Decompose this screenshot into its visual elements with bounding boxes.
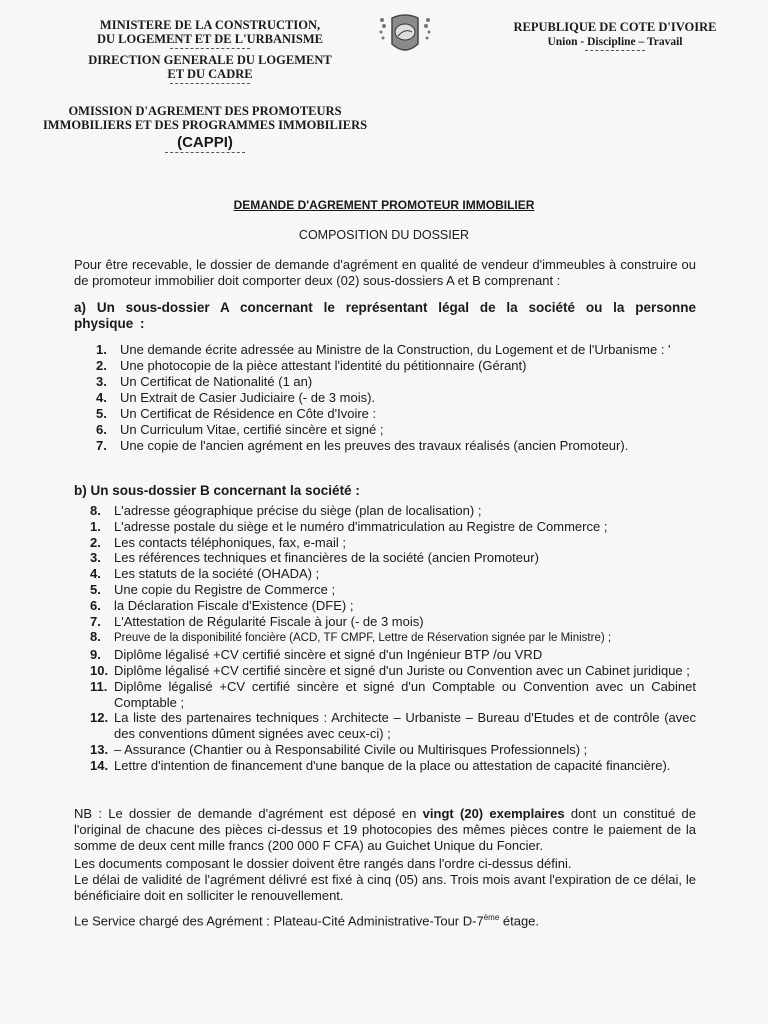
republic-header <box>470 20 760 55</box>
item-number: 5. <box>96 406 107 421</box>
ministry-line-1: MINISTERE DE LA CONSTRUCTION, <box>99 18 321 32</box>
section-b-heading: b) Un sous-dossier B concernant la société : <box>74 483 360 498</box>
item-text: – Assurance (Chantier ou à Responsabilité Civile ou Multirisques Professionnels) ; <box>114 741 588 757</box>
item-text: Diplôme légalisé +CV certifié sincère et signé d'un Juriste ou Convention avec un Cabinet juridique ; <box>114 662 690 678</box>
list-item <box>90 629 696 647</box>
item-number: 6. <box>90 597 101 613</box>
direction-line-2: ET DU CADRE <box>167 67 253 81</box>
country-name: REPUBLIQUE DE COTE D'IVOIRE <box>513 20 717 34</box>
coat-of-arms-icon <box>374 10 436 62</box>
item-number: 1. <box>90 518 101 534</box>
divider <box>585 50 645 51</box>
list-item <box>90 647 696 663</box>
item-text: Lettre d'intention de financement d'une banque de la place ou attestation de capacité financière). <box>114 757 671 773</box>
item-number: 6. <box>96 422 107 437</box>
item-number: 13. <box>90 741 109 757</box>
direction-line-1: DIRECTION GENERALE DU LOGEMENT <box>88 53 332 67</box>
service-location <box>74 910 696 929</box>
item-text: L'Attestation de Régularité Fiscale à jour (- de 3 mois) <box>114 613 424 629</box>
item-text: Une demande écrite adressée au Ministre de la Construction, du Logement et de l'Urbanisme : ' <box>120 342 671 357</box>
nb-paragraph <box>74 806 696 854</box>
commission-line-1: OMISSION D'AGREMENT DES PROMOTEURS <box>68 104 342 118</box>
item-number: 4. <box>90 566 101 582</box>
item-text: Diplôme légalisé +CV certifié sincère et signé d'un Ingénieur BTP /ou VRD <box>114 647 543 663</box>
validity-note: Le délai de validité de l'agrément délivré est fixé à cinq (05) ans. Trois mois avant l'expiration de ce délai, le bénéficiaire doit en solliciter le renouvellement. <box>74 872 696 903</box>
item-number: 5. <box>90 581 101 597</box>
section-a-list <box>96 342 694 454</box>
item-text: La liste des partenaires techniques : Architecte – Urbaniste – Bureau d'Etudes et de contrôle (avec des conventions dûment signées avec ceux-ci) ; <box>114 710 696 742</box>
item-number: 3. <box>96 374 107 389</box>
ministry-line-2: DU LOGEMENT ET DE L'URBANISME <box>97 32 323 46</box>
item-number: 4. <box>96 390 107 405</box>
list-item <box>96 390 694 406</box>
item-text: Un Curriculum Vitae, certifié sincère et signé ; <box>120 422 384 437</box>
cappi-acronym: (CAPPI) <box>177 134 233 151</box>
list-item <box>90 503 696 519</box>
item-text: Une copie de l'ancien agrément en les preuves des travaux réalisés (ancien Promoteur). <box>120 438 629 453</box>
list-item <box>90 550 696 566</box>
item-text: Un Certificat de Nationalité (1 an) <box>120 374 313 389</box>
item-text: Les statuts de la société (OHADA) ; <box>114 566 320 582</box>
list-item <box>90 742 696 758</box>
list-item <box>96 406 694 422</box>
list-item <box>90 614 696 630</box>
item-number: 9. <box>90 647 101 663</box>
list-item <box>96 438 694 454</box>
item-number: 3. <box>90 550 101 566</box>
list-item <box>90 758 696 774</box>
section-a-heading: a) Un sous-dossier A concernant le représentant légal de la société ou la personne physique : <box>74 300 696 331</box>
list-item <box>96 374 694 390</box>
list-item <box>96 342 694 358</box>
divider <box>170 48 250 49</box>
service-sup: ème <box>483 913 500 922</box>
item-number: 12. <box>90 710 109 726</box>
item-text: Une copie du Registre de Commerce ; <box>114 581 336 597</box>
item-number: 7. <box>90 613 101 629</box>
item-text: Un Certificat de Résidence en Côte d'Ivoire : <box>120 406 377 421</box>
service-text: Le Service chargé des Agrément : Plateau-Cité Administrative-Tour D-7 <box>74 913 484 929</box>
item-text: la Déclaration Fiscale d'Existence (DFE) ; <box>114 597 354 613</box>
item-number: 7. <box>96 438 107 453</box>
service-suffix: étage. <box>499 913 540 929</box>
item-number: 14. <box>90 757 109 773</box>
list-item <box>90 582 696 598</box>
item-number: 8. <box>90 503 101 518</box>
item-text: Diplôme légalisé +CV certifié sincère et signé d'un Comptable ou Convention avec un Cabinet Comptable ; <box>114 678 696 710</box>
item-number: 2. <box>90 534 101 550</box>
item-text: Une photocopie de la pièce attestant l'identité du pétitionnaire (Gérant) <box>120 358 527 373</box>
item-number: 10. <box>90 662 109 678</box>
list-item <box>90 598 696 614</box>
list-item <box>90 535 696 551</box>
list-item <box>90 679 696 711</box>
item-text: Preuve de la disponibilité foncière (ACD, TF CMPF, Lettre de Réservation signée par le Ministre) ; <box>114 632 612 645</box>
intro-paragraph: Pour être recevable, le dossier de demande d'agrément en qualité de vendeur d'immeubles à construire ou de promoteur immobilier doit comporter deux (02) sous-dossiers A et B comprenant : <box>74 257 696 288</box>
nb-copies: vingt (20) exemplaires <box>422 806 565 821</box>
notes-paragraph <box>74 856 696 904</box>
nb-suffix: dont un constitué de l'original de chacune des pièces ci-dessus et 19 photocopies des mêmes pièces contre le paiement de la somme de deux cent mille francs (200 000 F CFA) au Guichet Unique du Foncier. <box>74 806 696 853</box>
item-number: 1. <box>96 342 107 357</box>
list-item <box>90 566 696 582</box>
item-text: L'adresse géographique précise du siège (plan de localisation) ; <box>114 503 482 518</box>
list-item <box>96 358 694 374</box>
nb-prefix: NB : Le dossier de demande d'agrément est déposé en <box>74 806 423 821</box>
ministry-header <box>30 18 390 88</box>
document-title: DEMANDE D'AGREMENT PROMOTEUR IMMOBILIER <box>233 198 535 212</box>
item-text: L'adresse postale du siège et le numéro d'immatriculation au Registre de Commerce ; <box>114 518 608 534</box>
item-text: Un Extrait de Casier Judiciaire (- de 3 mois). <box>120 390 376 405</box>
order-note: Les documents composant le dossier doivent être rangés dans l'ordre ci-dessus défini. <box>74 856 572 871</box>
commission-line-2: IMMOBILIERS ET DES PROGRAMMES IMMOBILIERS <box>42 118 368 132</box>
document-subtitle: COMPOSITION DU DOSSIER <box>298 228 470 242</box>
commission-header <box>40 104 370 157</box>
item-number: 8. <box>90 629 101 645</box>
item-number: 11. <box>90 678 108 694</box>
divider <box>170 83 250 84</box>
list-item <box>96 422 694 438</box>
list-item <box>90 663 696 679</box>
item-text: Les contacts téléphoniques, fax, e-mail ; <box>114 534 346 550</box>
list-item <box>90 710 696 742</box>
item-text: Les références techniques et financières de la société (ancien Promoteur) <box>114 550 539 566</box>
item-number: 2. <box>96 358 107 373</box>
national-motto: Union - Discipline – Travail <box>547 36 683 48</box>
divider <box>165 152 245 153</box>
list-item <box>90 519 696 535</box>
section-b-list <box>90 503 696 774</box>
